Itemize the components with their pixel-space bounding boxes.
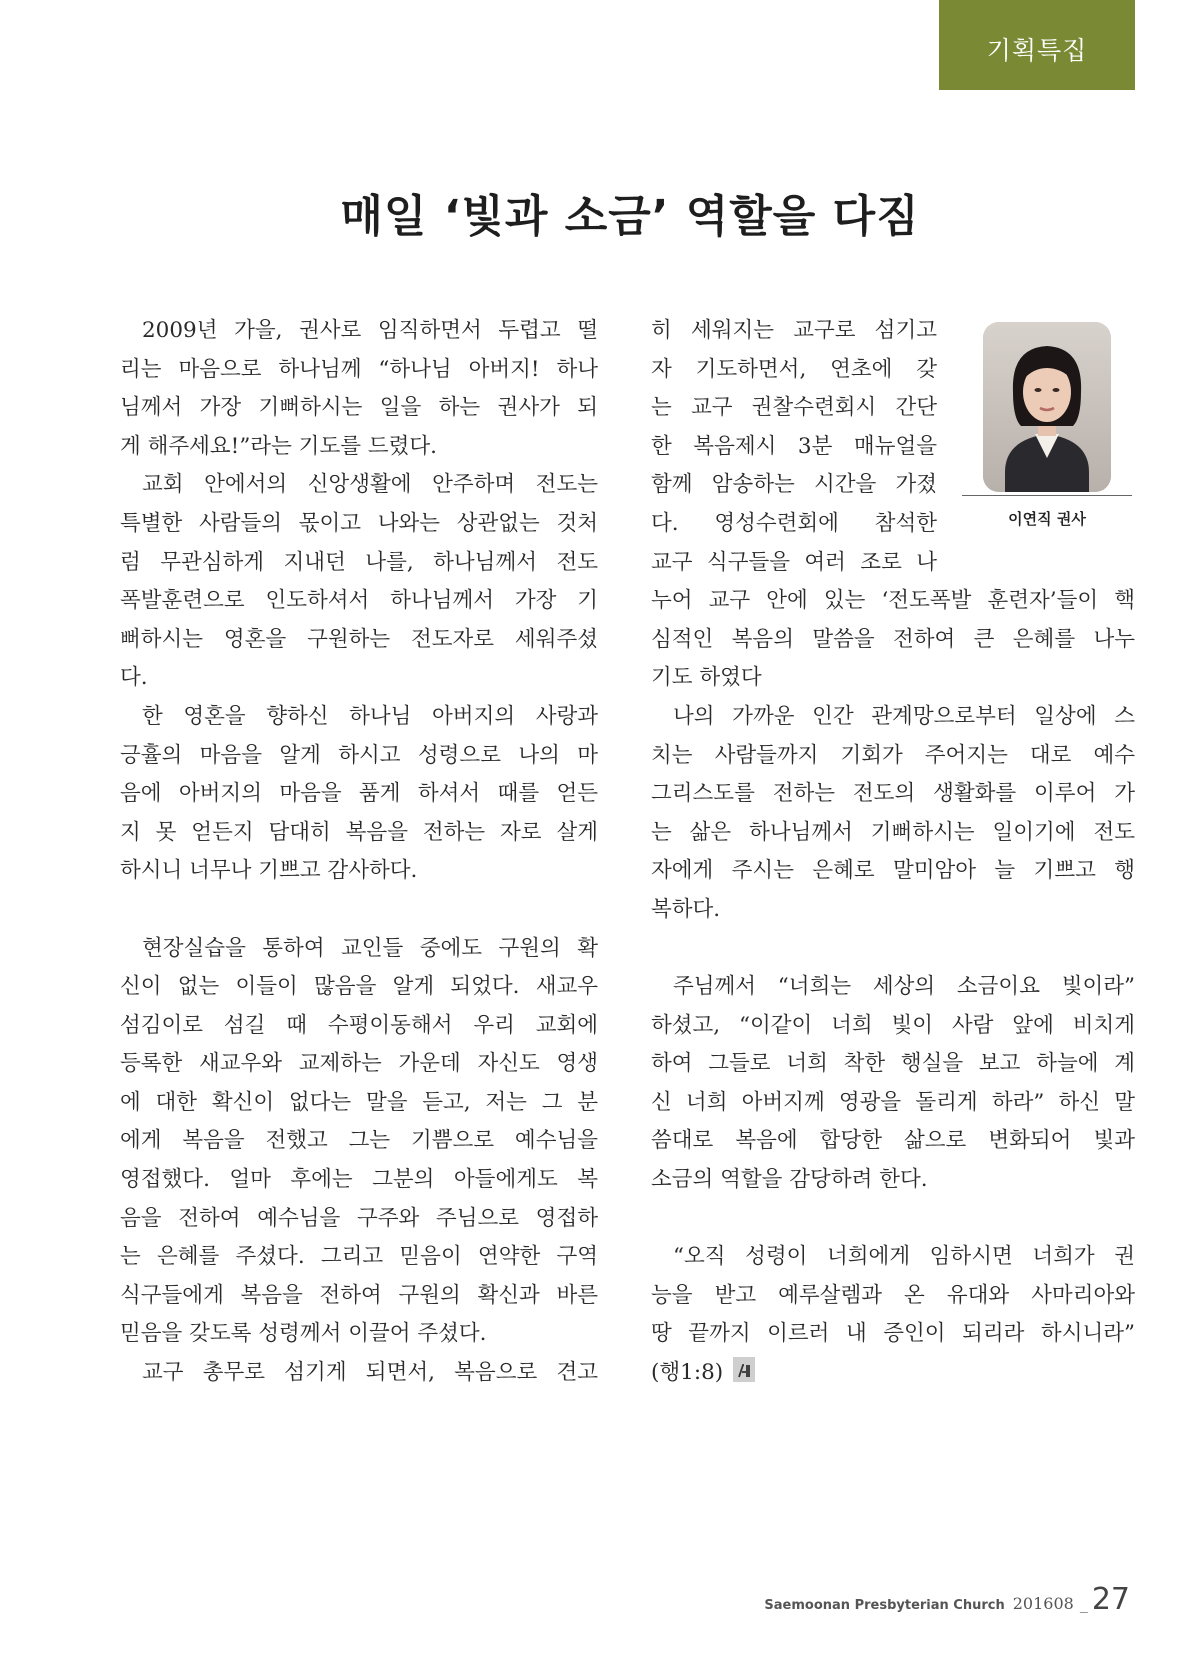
text-line-content: 소금의 역할을 감당하려 한다. — [651, 1167, 928, 1193]
section-tab: 기획특집 — [939, 0, 1135, 90]
text-line-content: 특별한 사람들의 몫이고 나와는 상관없는 것처 — [120, 510, 598, 536]
text-line — [120, 930, 598, 969]
text-line-content: 신 너희 아버지께 영광을 돌리게 하라” 하신 말 — [651, 1089, 1135, 1115]
text-line — [651, 1007, 1135, 1046]
text-line-content: 는 교구 권찰수련회시 간단 — [651, 395, 937, 421]
text-line-content: 는 삶은 하나님께서 기뻐하시는 일이기에 전도 — [651, 819, 1135, 845]
text-line — [120, 544, 598, 583]
text-line-content: 다. — [120, 665, 148, 691]
author-photo — [983, 322, 1111, 492]
text-line-content: 치는 사람들까지 기회가 주어지는 대로 예수 — [651, 742, 1135, 768]
text-line — [120, 1007, 598, 1046]
text-line-content: 등록한 새교우와 교제하는 가운데 자신도 영생 — [120, 1051, 598, 1077]
footer-separator: _ — [1079, 1594, 1088, 1613]
text-line-content: 함께 암송하는 시간을 가졌 — [651, 472, 937, 498]
text-line-content: 교구 총무로 섬기게 되면서, 복음으로 견고 — [142, 1360, 598, 1386]
text-line — [120, 968, 598, 1007]
text-line — [651, 1084, 1135, 1123]
text-line-content: 는 은혜를 주셨다. 그리고 믿음이 연약한 구역 — [120, 1244, 598, 1270]
text-line — [651, 1161, 1135, 1200]
text-line — [651, 1354, 1135, 1393]
article-headline: 매일 ‘빛과 소금’ 역할을 다짐 — [340, 191, 920, 242]
text-line — [120, 312, 598, 351]
text-line — [120, 1315, 598, 1354]
paragraph-gap — [120, 891, 598, 930]
text-line-content: 2009년 가을, 권사로 임직하면서 두렵고 떨 — [142, 318, 598, 343]
text-line — [120, 659, 598, 698]
text-line — [651, 737, 1135, 776]
footer-church-name: Saemoonan Presbyterian Church — [764, 1598, 1005, 1613]
text-line — [120, 698, 598, 737]
text-line — [651, 659, 1135, 698]
text-line-content: 씀대로 복음에 합당한 삶으로 변화되어 빛과 — [651, 1128, 1135, 1154]
text-line-content: 교회 안에서의 신앙생활에 안주하며 전도는 — [142, 472, 598, 498]
text-line-content: 신이 없는 이들이 많음을 알게 되었다. 새교우 — [120, 974, 598, 1000]
text-line — [651, 1315, 1135, 1354]
text-line-content: 하셨고, “이같이 너희 빛이 사람 앞에 비치게 — [651, 1012, 1135, 1038]
text-line — [651, 698, 1135, 737]
author-portrait-image — [983, 322, 1111, 492]
text-line-content: 한 영혼을 향하신 하나님 아버지의 사랑과 — [142, 703, 598, 729]
text-line-content: 복하다. — [651, 896, 721, 922]
text-line — [651, 428, 937, 467]
text-line-content: 현장실습을 통하여 교인들 중에도 구원의 확 — [142, 935, 598, 961]
text-line-content: 나의 가까운 인간 관계망으로부터 일상에 스 — [673, 703, 1135, 729]
text-line — [651, 968, 1135, 1007]
text-line-content: 한 복음제시 3분 매뉴얼을 — [651, 433, 937, 459]
text-line — [651, 351, 937, 390]
text-line — [120, 466, 598, 505]
text-line-content: 섬김이로 섬길 때 수평이동해서 우리 교회에 — [120, 1012, 598, 1038]
text-line-content: 자 기도하면서, 연초에 갖 — [651, 356, 937, 382]
text-line — [120, 737, 598, 776]
text-line-content: 심적인 복음의 말씀을 전하여 큰 은혜를 나누 — [651, 626, 1135, 652]
text-line — [120, 1161, 598, 1200]
text-line-content: 교구 식구들을 여러 조로 나 — [651, 549, 937, 575]
text-line-content: 기도 하였다 — [651, 665, 762, 691]
text-line-content: 럼 무관심하게 지내던 나를, 하나님께서 전도 — [120, 549, 598, 575]
text-line — [120, 775, 598, 814]
text-line-content: 능을 받고 예루살렘과 온 유대와 사마리아와 — [651, 1282, 1135, 1308]
text-line — [120, 1045, 598, 1084]
text-line-content: 다. 영성수련회에 참석한 — [651, 510, 937, 536]
text-line-content: (행1:8) — [651, 1360, 724, 1386]
text-line — [651, 1045, 1135, 1084]
text-line — [120, 621, 598, 660]
article-column-left — [120, 312, 598, 1393]
text-line-content: 주님께서 “너희는 세상의 소금이요 빛이라” — [673, 974, 1135, 1000]
text-line — [120, 1354, 598, 1393]
text-line-content: 식구들에게 복음을 전하여 구원의 확신과 바른 — [120, 1282, 598, 1308]
text-line — [651, 544, 937, 583]
text-line-content: 님께서 가장 기뻐하시는 일을 하는 권사가 되 — [120, 395, 598, 421]
text-line — [651, 775, 1135, 814]
text-line — [651, 1238, 1135, 1277]
text-line-content: 영접했다. 얼마 후에는 그분의 아들에게도 복 — [120, 1167, 598, 1193]
text-line — [651, 1122, 1135, 1161]
text-line-content: 뻐하시는 영혼을 구원하는 전도자로 세워주셨 — [120, 626, 598, 652]
text-line-content: 리는 마음으로 하나님께 “하나님 아버지! 하나 — [120, 356, 598, 382]
photo-rule — [962, 495, 1132, 496]
text-line-content: 누어 교구 안에 있는 ‘전도폭발 훈련자’들이 핵 — [651, 588, 1135, 614]
text-line — [651, 466, 937, 505]
text-line — [120, 351, 598, 390]
text-line — [120, 1084, 598, 1123]
text-line-content: 에게 복음을 전했고 그는 기쁨으로 예수님을 — [120, 1128, 598, 1154]
text-line — [651, 814, 1135, 853]
text-line — [651, 891, 1135, 930]
text-line-content: 땅 끝까지 이르러 내 증인이 되리라 하시니라” — [651, 1321, 1135, 1347]
page-footer — [764, 1582, 1130, 1617]
page-number: 27 — [1091, 1582, 1130, 1617]
footer-issue: 201608 — [1012, 1594, 1074, 1613]
text-line — [120, 505, 598, 544]
text-line — [651, 582, 1135, 621]
text-line — [651, 505, 937, 544]
text-line — [120, 1277, 598, 1316]
text-line — [120, 582, 598, 621]
text-line — [120, 1238, 598, 1277]
text-line — [120, 428, 598, 467]
text-line — [651, 852, 1135, 891]
text-line-content: 믿음을 갖도록 성령께서 이끌어 주셨다. — [120, 1321, 487, 1347]
paragraph-gap — [651, 1200, 1135, 1239]
author-caption: 이연직 권사 — [1008, 510, 1086, 528]
text-line — [120, 1200, 598, 1239]
text-line — [651, 621, 1135, 660]
text-line-content: “오직 성령이 너희에게 임하시면 너희가 권 — [673, 1244, 1135, 1270]
end-mark-icon — [733, 1357, 755, 1379]
text-line-content: 자에게 주시는 은혜로 말미암아 늘 기쁘고 행 — [651, 858, 1135, 884]
text-line-content: 히 세워지는 교구로 섬기고 — [651, 318, 937, 343]
text-line — [120, 1122, 598, 1161]
text-line — [651, 1277, 1135, 1316]
text-line-content: 그리스도를 전하는 전도의 생활화를 이루어 가 — [651, 781, 1135, 807]
text-line-content: 하여 그들로 너희 착한 행실을 보고 하늘에 계 — [651, 1051, 1135, 1077]
text-line-content: 긍휼의 마음을 알게 하시고 성령으로 나의 마 — [120, 742, 598, 768]
text-line — [120, 852, 598, 891]
text-line-content: 하시니 너무나 기쁘고 감사하다. — [120, 858, 418, 884]
text-line — [120, 814, 598, 853]
text-line — [120, 389, 598, 428]
text-line — [651, 389, 937, 428]
text-line-content: 음에 아버지의 마음을 품게 하셔서 때를 얻든 — [120, 781, 598, 807]
text-line-content: 폭발훈련으로 인도하셔서 하나님께서 가장 기 — [120, 588, 598, 614]
paragraph-gap — [651, 930, 1135, 969]
text-line-content: 음을 전하여 예수님을 구주와 주님으로 영접하 — [120, 1205, 598, 1231]
text-line-content: 에 대한 확신이 없다는 말을 듣고, 저는 그 분 — [120, 1089, 598, 1115]
text-line — [651, 312, 937, 351]
text-line-content: 게 해주세요!”라는 기도를 드렸다. — [120, 433, 437, 459]
text-line-content: 지 못 얻든지 담대히 복음을 전하는 자로 살게 — [120, 819, 598, 845]
